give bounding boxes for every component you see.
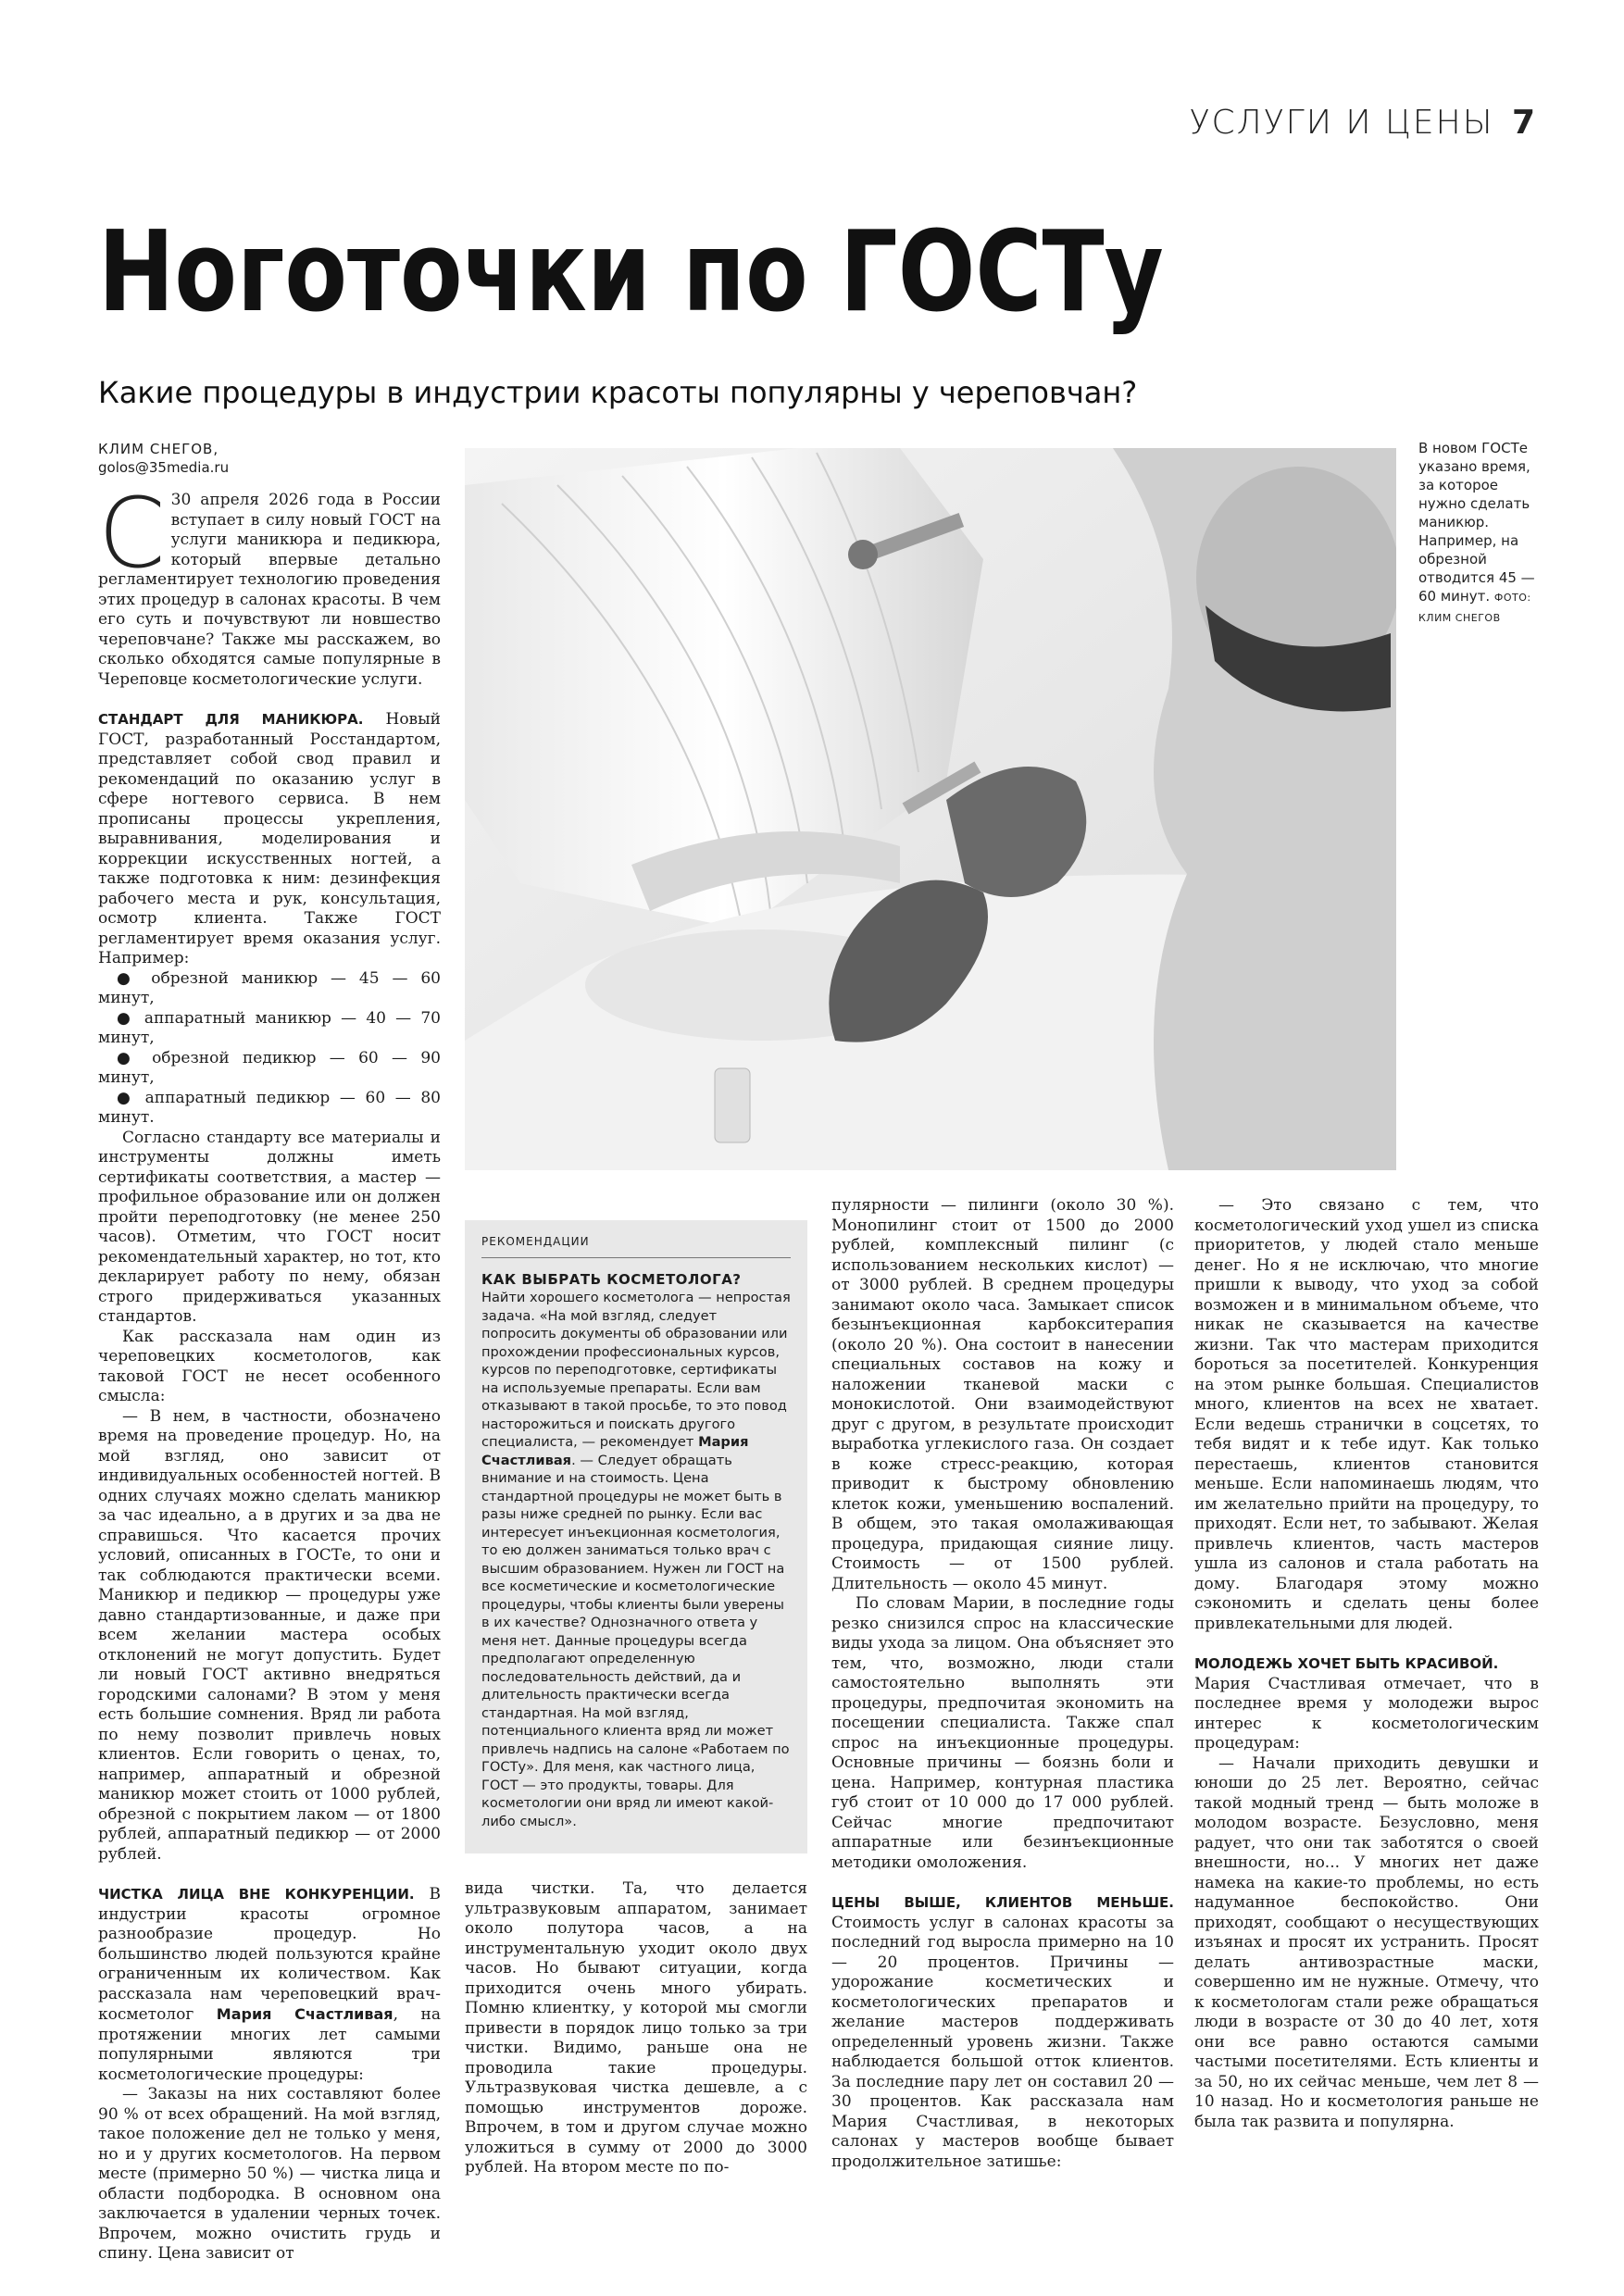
byline	[98, 440, 450, 477]
page-number: 7	[1511, 104, 1537, 142]
subhead-youth: МОЛОДЕЖЬ ХОЧЕТ БЫТЬ КРАСИВОЙ.	[1194, 1655, 1499, 1672]
article-column-3	[831, 1196, 1174, 2172]
section-standard: СТАНДАРТ ДЛЯ МАНИКЮРА. Новый ГОСТ, разработанный Росстандартом, представляет собой свод правил и рекомендаций по оказанию услуг в сфере ногтевого сервиса. В нем прописаны процессы укрепления, выравнивания, моделирования и коррекции искусственных ногтей, а также подготовка к ним: дезинфекция рабочего места и рук, консультация, осмотр клиента. Также ГОСТ регламентирует время оказания услуг. Например:	[98, 710, 441, 967]
article-column-2	[465, 1879, 807, 2178]
paragraph: По словам Марии, в последние годы резко снизился спрос на классические виды ухода за лицом. Она объясняет это тем, что, возможно, люди стали самостоятельно выполнять эти процедуры, предпочитая экономить на посещении специалиста. Также спал спрос на инъекционные процедуры. Основные причины — боязнь боли и цена. Например, контурная пластика губ стоит от 10 000 до 17 000 рублей. Сейчас многие предпочитают аппаратные или безинъекционные методики омоложения.	[831, 1594, 1174, 1872]
quote-paragraph: — Заказы на них составляют более 90 % от всех обращений. На мой взгляд, такое положение дел не только у меня, но и у других косметологов. На первом месте (примерно 50 %) — чистка лица и области подбородка. В основном она заключается в удалении черных точек. Впрочем, можно очистить грудь и спину. Цена зависит от	[98, 2085, 441, 2263]
subhead-face-cleaning: ЧИСТКА ЛИЦА ВНЕ КОНКУРЕНЦИИ.	[98, 1886, 415, 1903]
paragraph: пулярности — пилинги (около 30 %). Монопилинг стоит от 1500 до 2000 рублей, комплексный пилинг (с использованием нескольких кислот) — от 3000 рублей. В среднем процедуры занимают около часа. Замыкает список безынъекционная карбокситерапия (около 20 %). Она состоит в нанесении специальных составов на кожу и наложении тканевой маски с монокислотой. Они взаимодействуют друг с другом, в результате происходит выработка углекислого газа. Он создает в коже стресс-реакцию, которая приводит к быстрому обновлению клеток кожи, уменьшению воспалений. В общем, это такая омолаживающая процедура, придающая сияние лицу. Стоимость — от 1500 рублей. Длительность — около 45 минут.	[831, 1196, 1174, 1593]
article-photo	[465, 448, 1396, 1170]
paragraph: вида чистки. Та, что делается ультразвуковым аппаратом, занимает около полутора часов, а на инструментальную уходит около двух часов. Но бывают ситуации, когда приходится очень много убирать. Помню клиентку, у которой мы смогли привести в порядок лицо только за три чистки. Видимо, раньше она не проводила такие процедуры. Ультразвуковая чистка дешевле, а с помощью инструментов дороже. Впрочем, в том и другом случае можно уложиться в сумму от 2000 до 3000 рублей. На втором месте по по-	[465, 1879, 807, 2177]
subhead-prices: ЦЕНЫ ВЫШЕ, КЛИЕНТОВ МЕНЬШЕ.	[831, 1894, 1174, 1911]
list-item: ● аппаратный педикюр — 60 — 80 минут.	[98, 1088, 441, 1127]
section-youth	[1194, 1654, 1539, 1675]
photo-credit: ФОТО: КЛИМ СНЕГОВ	[1418, 592, 1531, 624]
paragraph: Мария Счастливая отмечает, что в последнее время у молодежи вырос интерес к косметологическим процедурам:	[1194, 1674, 1539, 1753]
list-item: ● обрезной маникюр — 45 — 60 минут,	[98, 968, 441, 1007]
subhead-standard: СТАНДАРТ ДЛЯ МАНИКЮРА.	[98, 711, 364, 728]
photo-caption	[1418, 439, 1539, 628]
section-title: УСЛУГИ И ЦЕНЫ	[1189, 104, 1494, 142]
person-name: Мария Счастливая	[481, 1434, 749, 1468]
section-header	[1018, 104, 1537, 142]
quote-paragraph: — Это связано с тем, что косметологический уход ушел из списка приоритетов, у людей стало меньше денег. Но я не исключаю, что многие пришли к выводу, что уход за собой возможен и в минимальном объеме, что никак не сказывается на качестве жизни. Так что мастерам приходится бороться за посетителей. Конкуренция на этом рынке большая. Специалистов много, клиентов на всех не хватает. Если ведешь странички в соцсетях, то тебя видят и к тебе идут. Как только перестаешь, клиентов становится меньше. Если напоминаешь людям, что им желательно прийти на процедуру, то приходят. Если нет, то забывают. Желая привлечь клиентов, часть мастеров ушла из салонов и стала работать на дому. Благодаря этому можно сэкономить и сделать цены более привлекательными для людей.	[1194, 1196, 1539, 1633]
sidebar-text: Найти хорошего косметолога — непростая задача. «На мой взгляд, следует попросить документы об образовании или прохождении профессиональных курсов, курсов по переподготовке, сертификаты на используемые препараты. Если вам отказывают в такой просьбе, то это повод насторожиться и поискать другого специалиста, — рекомендует Мария Счастливая. — Следует обращать внимание и на стоимость. Цена стандартной процедуры не может быть в разы ниже средней по рынку. Если вас интересует инъекционная косметология, то ею должен заниматься только врач с высшим образованием. Нужен ли ГОСТ на все косметические и косметологические процедуры, чтобы клиенты были уверены в их качестве? Однозначного ответа у меня нет. Данные процедуры всегда предполагают определенную последовательность действий, да и длительность практически всегда стандартная. На мой взгляд, потенциального клиента вряд ли может привлечь надпись на салоне «Работаем по ГОСТу». Для меня, как частного лица, ГОСТ — это продукты, товары. Для косметологии они вряд ли имеют какой-либо смысл».	[481, 1290, 791, 1829]
person-name: Мария Счастливая	[216, 2005, 394, 2023]
manicure-photo-illustration	[465, 448, 1396, 1170]
sidebar-label: РЕКОМЕНДАЦИИ	[481, 1233, 791, 1258]
lead-paragraph: С 30 апреля 2026 года в России вступает в силу новый ГОСТ на услуги маникюра и педикюра, который впервые детально регламентирует технологию проведения этих процедур в салонах красоты. В чем его суть и почувствуют ли новшество череповчане? Также мы расскажем, во сколько обходятся самые популярные в Череповце косметологические услуги.	[98, 477, 441, 689]
section-prices: ЦЕНЫ ВЫШЕ, КЛИЕНТОВ МЕНЬШЕ. Стоимость услуг в салонах красоты за последний год выросла примерно на 10 — 20 процентов. Причины — удорожание косметических и косметологических препаратов и желание мастеров поддерживать определенный уровень жизни. Также наблюдается большой отток клиентов. За последние пару лет он составил 20 — 30 процентов. Как рассказала нам Мария Счастливая, в некоторых салонах у мастеров вообще бывает продолжительное затишье:	[831, 1894, 1174, 2171]
list-item: ● аппаратный маникюр — 40 — 70 минут,	[98, 1008, 441, 1047]
paragraph: Как рассказала нам один из череповецких косметологов, как таковой ГОСТ не несет особенного смысла:	[98, 1327, 441, 1405]
list-item: ● обрезной педикюр — 60 — 90 минут,	[98, 1048, 441, 1087]
article-column-1	[98, 477, 442, 2265]
section-face-cleaning: ЧИСТКА ЛИЦА ВНЕ КОНКУРЕНЦИИ. В индустрии красоты огромное разнообразие процедур. Но большинство людей пользуются крайне ограниченным их количеством. Как рассказала нам череповецкий врач-косметолог Мария Счастливая, на протяжении многих лет самыми популярными являются три косметологические процедуры:	[98, 1885, 442, 2084]
drop-cap: С	[98, 477, 166, 590]
caption-text: В новом ГОСТе указано время, за которое нужно сделать маникюр. Например, на обрезной отводится 45 — 60 минут.	[1418, 440, 1535, 605]
quote-paragraph: — В нем, в частности, обозначено время на проведение процедур. Но, на мой взгляд, оно зависит от индивидуальных особенностей ногтей. В одних случаях можно сделать маникюр за час идеально, а в других и за два не справишься. Что касается прочих условий, описанных в ГОСТе, то они и так соблюдаются практически всеми. Маникюр и педикюр — процедуры уже давно стандартизованные, и даже при всем желании мастера особых отклонений не могут допустить. Будет ли новый ГОСТ активно внедряться городскими салонами? В этом у меня есть большие сомнения. Вряд ли работа по нему позволит привлечь новых клиентов. Если говорить о ценах, то, например, аппаратный и обрезной маникюр может стоить от 1000 рублей, обрезной с покрытием лаком — от 1800 рублей, аппаратный педикюр — от 2000 рублей.	[98, 1406, 441, 1864]
headline: Ноготочки по ГОСТу	[98, 208, 1164, 337]
article-column-4	[1194, 1196, 1539, 2132]
author-name: КЛИМ СНЕГОВ,	[98, 441, 219, 457]
recommendations-sidebar	[465, 1220, 807, 1853]
subheadline: Какие процедуры в индустрии красоты популярны у череповчан?	[98, 375, 1138, 410]
sidebar-title: КАК ВЫБРАТЬ КОСМЕТОЛОГА?	[481, 1270, 742, 1288]
author-email[interactable]: golos@35media.ru	[98, 459, 230, 476]
quote-paragraph: — Начали приходить девушки и юноши до 25 лет. Вероятно, сейчас такой модный тренд — быть моложе в молодом возрасте. Безусловно, меня радует, что они так заботятся о своей внешности, но... У многих нет даже намека на какие-то проблемы, но есть надуманное беспокойство. Они приходят, сообщают о несуществующих изъянах и просят их устранить. Просят делать антивозрастные маски, совершенно им не нужные. Отмечу, что к косметологам стали реже обращаться люди в возрасте от 30 до 40 лет, хотя они все равно остаются самыми частыми посетителями. Есть клиенты и за 50, но их сейчас меньше, чем лет 8 — 10 назад. Но и косметология раньше не была так развита и популярна.	[1194, 1753, 1539, 2131]
paragraph: Согласно стандарту все материалы и инструменты должны иметь сертификаты соответствия, а мастер — профильное образование или он должен пройти переподготовку (не менее 250 часов). Отметим, что ГОСТ носит рекомендательный характер, но тот, кто декларирует работу по нему, обязан строго придерживаться указанных стандартов.	[98, 1128, 441, 1326]
